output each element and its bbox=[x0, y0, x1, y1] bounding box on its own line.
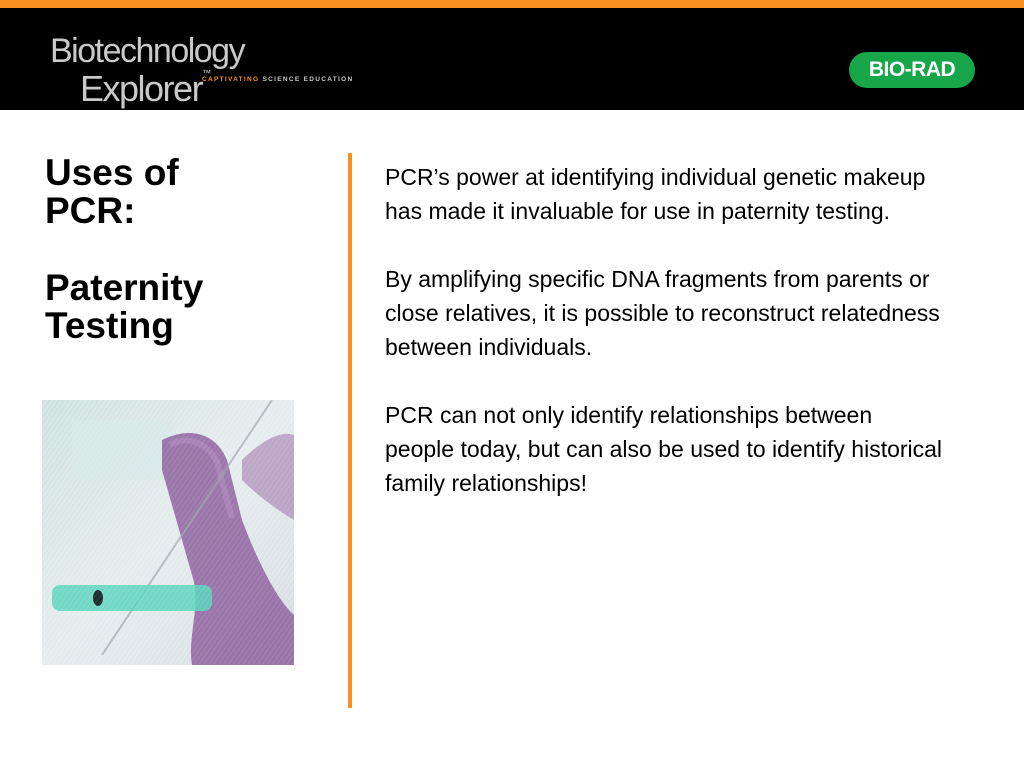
logo-tagline bbox=[202, 76, 353, 83]
biotechnology-explorer-logo bbox=[50, 32, 360, 112]
title-line-1: Uses of bbox=[45, 152, 179, 193]
subtitle-line-1: Paternity bbox=[45, 267, 204, 308]
tagline-science-education: SCIENCE EDUCATION bbox=[259, 76, 354, 83]
title-gap bbox=[45, 230, 335, 269]
logo-line2-text: Explorer bbox=[80, 68, 203, 109]
tagline-captivating: CAPTIVATING bbox=[202, 76, 260, 83]
vertical-divider bbox=[348, 153, 352, 708]
body-paragraph-1: PCR’s power at identifying individual genetic makeup has made it invaluable for use in paternity testing. bbox=[385, 164, 926, 224]
top-accent-stripe bbox=[0, 0, 1024, 8]
trademark-mark: ™ bbox=[202, 68, 212, 78]
header-banner bbox=[0, 8, 1024, 110]
pcr-tube-photo bbox=[42, 400, 294, 665]
photo-illustration bbox=[42, 400, 294, 665]
subtitle-line-2: Testing bbox=[45, 305, 174, 346]
logo-line2 bbox=[80, 68, 211, 110]
logo-line1: Biotechnology bbox=[50, 32, 245, 70]
slide-title bbox=[45, 154, 335, 345]
body-paragraph-3: PCR can not only identify relationships between people today, but can also be used to identify historical family relationships! bbox=[385, 402, 943, 496]
body-paragraph-2: By amplifying specific DNA fragments from parents or close relatives, it is possible to reconstruct relatedness between individuals. bbox=[385, 266, 940, 360]
title-line-2: PCR: bbox=[45, 190, 136, 231]
slide-body bbox=[385, 160, 945, 534]
bio-rad-logo: BIO-RAD bbox=[849, 52, 975, 88]
